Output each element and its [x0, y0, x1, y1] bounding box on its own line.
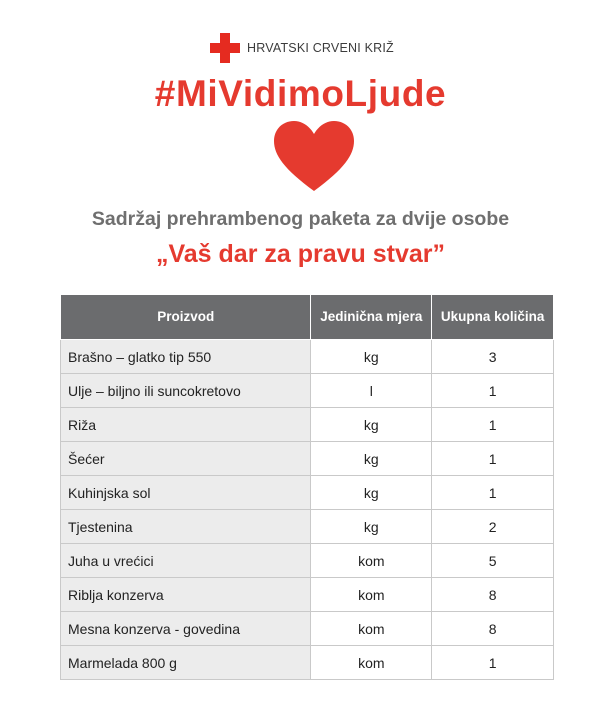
subtitle: Sadržaj prehrambenog paketa za dvije osobe [91, 208, 510, 230]
unit-cell: l [311, 374, 432, 408]
quantity-cell: 1 [432, 476, 554, 510]
table-row [61, 544, 554, 578]
quantity-cell: 1 [432, 442, 554, 476]
product-cell: Brašno – glatko tip 550 [61, 340, 311, 374]
package-contents-table [60, 294, 554, 680]
unit-cell: kg [311, 408, 432, 442]
product-cell: Riblja konzerva [61, 578, 311, 612]
product-cell: Šećer [61, 442, 311, 476]
quantity-cell: 3 [432, 340, 554, 374]
unit-cell: kg [311, 510, 432, 544]
unit-cell: kg [311, 442, 432, 476]
header-quantity: Ukupna količina [432, 295, 554, 340]
product-cell: Mesna konzerva - govedina [61, 612, 311, 646]
quantity-cell: 2 [432, 510, 554, 544]
table-row [61, 340, 554, 374]
campaign-title: „Vaš dar za pravu stvar” [155, 240, 446, 268]
table-row [61, 408, 554, 442]
heart-icon [274, 121, 354, 193]
quantity-cell: 1 [432, 374, 554, 408]
quantity-cell: 1 [432, 408, 554, 442]
header-unit: Jedinična mjera [311, 295, 432, 340]
product-cell: Marmelada 800 g [61, 646, 311, 680]
quantity-cell: 1 [432, 646, 554, 680]
quantity-cell: 8 [432, 612, 554, 646]
quantity-cell: 8 [432, 578, 554, 612]
product-cell: Tjestenina [61, 510, 311, 544]
table-row [61, 374, 554, 408]
product-cell: Kuhinjska sol [61, 476, 311, 510]
org-name: HRVATSKI CRVENI KRIŽ [247, 41, 394, 55]
table-row [61, 510, 554, 544]
unit-cell: kom [311, 612, 432, 646]
table-row [61, 442, 554, 476]
unit-cell: kg [311, 340, 432, 374]
table-row [61, 646, 554, 680]
unit-cell: kom [311, 646, 432, 680]
table-row [61, 612, 554, 646]
hashtag-title: #MiVidimoLjude [154, 73, 447, 114]
red-cross-icon [210, 33, 240, 63]
table-row [61, 578, 554, 612]
unit-cell: kom [311, 578, 432, 612]
header-product: Proizvod [61, 295, 311, 340]
unit-cell: kg [311, 476, 432, 510]
logo [210, 33, 394, 63]
product-cell: Ulje – biljno ili suncokretovo [61, 374, 311, 408]
table-header-row [61, 295, 554, 340]
unit-cell: kom [311, 544, 432, 578]
product-cell: Juha u vrećici [61, 544, 311, 578]
quantity-cell: 5 [432, 544, 554, 578]
table-row [61, 476, 554, 510]
product-cell: Riža [61, 408, 311, 442]
